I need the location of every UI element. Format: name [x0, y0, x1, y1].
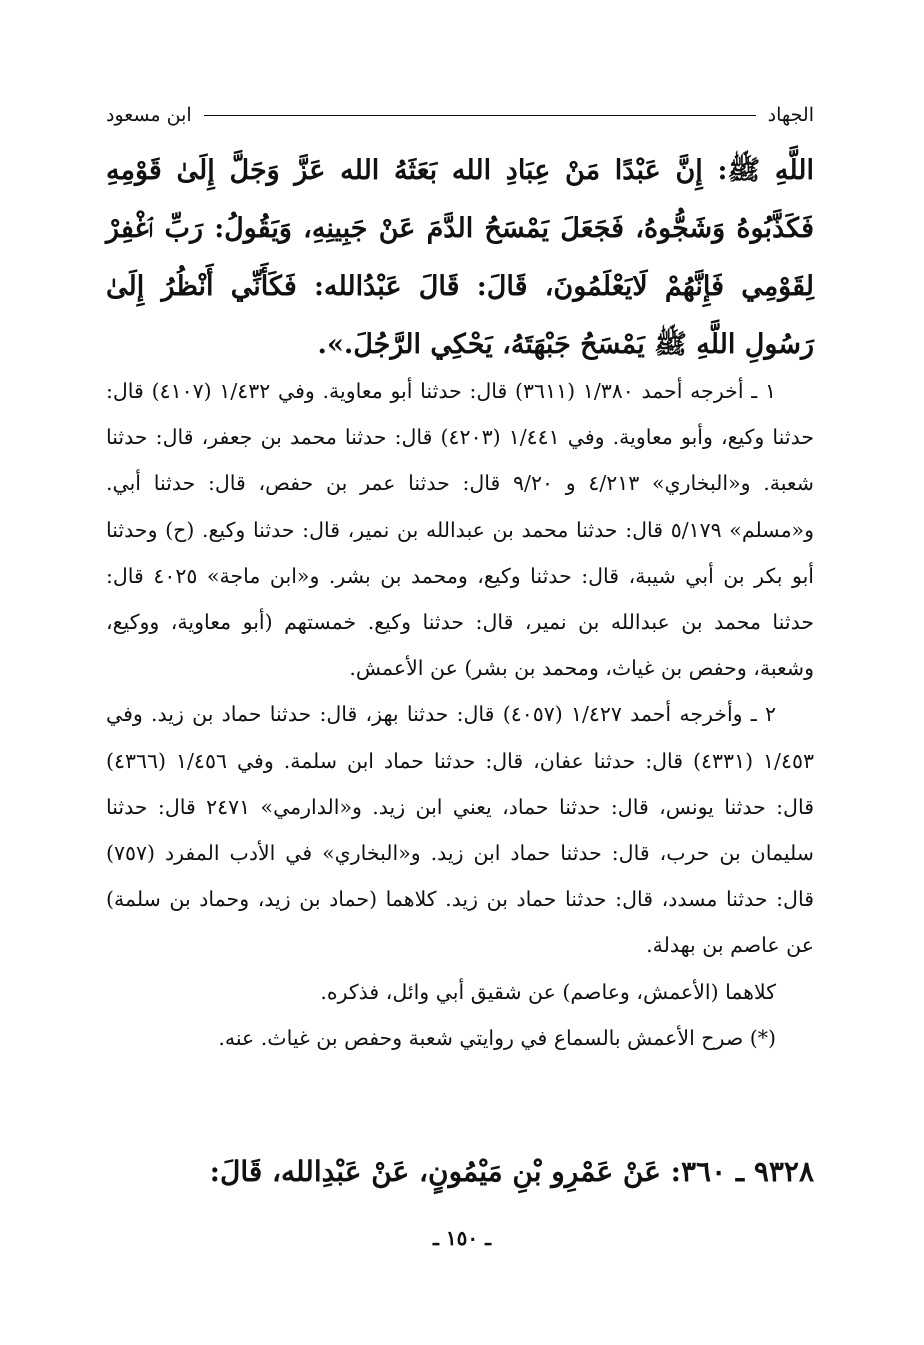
note-takhrij-1: ١ ـ أخرجه أحمد ١/٣٨٠ (٣٦١١) قال: حدثنا أبو معاوية. وفي ١/٤٣٢ (٤١٠٧) قال: حدثنا وكيع، وأبو معاوية. وفي ١/٤٤١ (٤٢٠٣) قال: حدثنا محمد بن جعفر، قال: حدثنا شعبة. و«البخاري» ٤/٢١٣ و ٩/٢٠ قال: حدثنا عمر بن حفص، قال: حدثنا أبي. و«مسلم» ٥/١٧٩ قال: حدثنا محمد بن عبدالله بن نمير، قال: حدثنا وكيع. (ح) وحدثنا أبو بكر بن أبي شيبة، قال: حدثنا وكيع، ومحمد بن بشر. و«ابن ماجة» ٤٠٢٥ قال: حدثنا محمد بن عبدالله بن نمير، قال: حدثنا وكيع. خمستهم (أبو معاوية، ووكيع، وشعبة، وحفص بن غياث، ومحمد بن بشر) عن الأعمش. [106, 379, 815, 681]
chapter-title: الجهاد [767, 104, 814, 126]
running-header [106, 100, 814, 130]
next-hadith-heading: ٩٣٢٨ ـ ٣٦٠: عَنْ عَمْرِو بْنِ مَيْمُونٍ، عَنْ عَبْدِالله، قَالَ: [209, 1155, 814, 1188]
narrator-name: ابن مسعود [106, 104, 192, 126]
hadith-text: اللَّهِ ﷺ: إِنَّ عَبْدًا مَنْ عِبَادِ الله بَعَثَهُ الله عَزَّ وَجَلَّ إِلَىٰ قَوْمِهِ فَكَذَّبُوهُ وَشَجُّوهُ، فَجَعَلَ يَمْسَحُ الدَّمَ عَنْ جَبِينِهِ، وَيَقُولُ: رَبِّ ٱغْفِرْ لِقَوْمِي فَإِنَّهُمْ لَايَعْلَمُونَ، قَالَ: قَالَ عَبْدُالله: فَكَأَنِّي أَنْظُرُ إِلَىٰ رَسُولِ اللَّهِ ﷺ يَمْسَحُ جَبْهَتَهُ، يَحْكِي الرَّجُلَ.». [106, 155, 814, 360]
page-number: ـ ١٥٠ ـ [433, 1226, 491, 1250]
note-sama-remark: (*) صرح الأعمش بالسماع في روايتي شعبة وحفص بن غياث. عنه. [218, 1025, 776, 1050]
note-takhrij-2: ٢ ـ وأخرجه أحمد ١/٤٢٧ (٤٠٥٧) قال: حدثنا بهز، قال: حدثنا حماد بن زيد. وفي ١/٤٥٣ (٤٣٣١) قال: حدثنا عفان، قال: حدثنا حماد ابن سلمة. وفي ١/٤٥٦ (٤٣٦٦) قال: حدثنا يونس، قال: حدثنا حماد، يعني ابن زيد. و«الدارمي» ٢٤٧١ قال: حدثنا سليمان بن حرب، قال: حدثنا حماد ابن زيد. و«البخاري» في الأدب المفرد (٧٥٧) قال: حدثنا مسدد، قال: حدثنا حماد بن زيد. كلاهما (حماد بن زيد، وحماد بن سلمة) عن عاصم بن بهدلة. [106, 702, 814, 958]
note-sanad-summary: كلاهما (الأعمش، وعاصم) عن شقيق أبي وائل، فذكره. [320, 979, 776, 1004]
footnotes [106, 368, 814, 1061]
header-rule [204, 115, 756, 116]
